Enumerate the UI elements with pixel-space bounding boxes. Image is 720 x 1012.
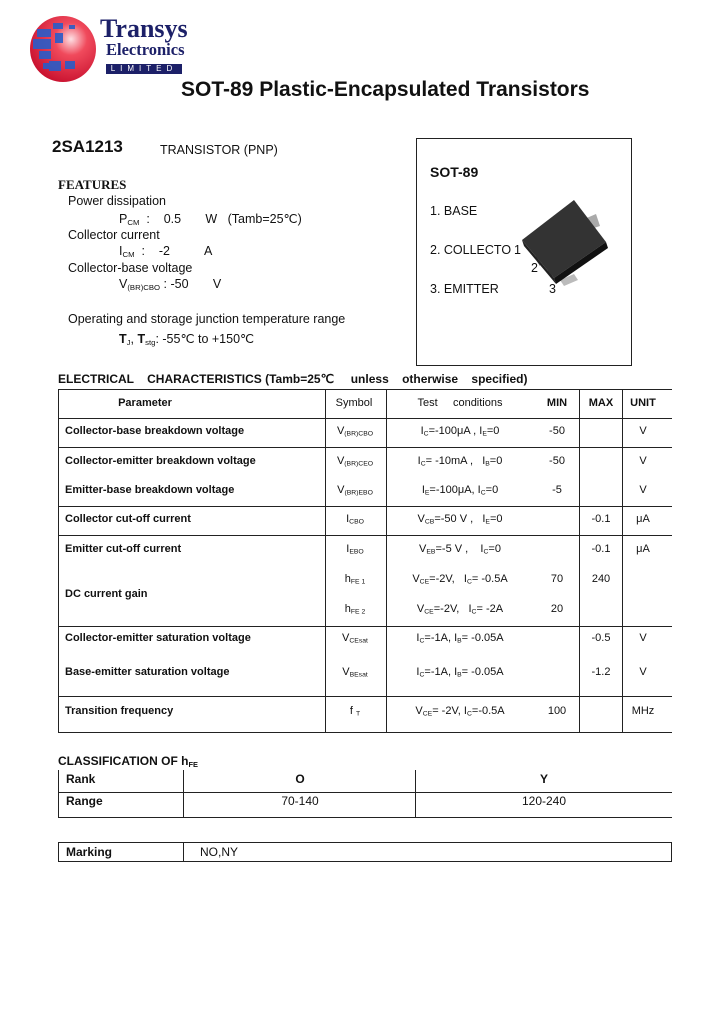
subscript: EBO [349,548,364,556]
row-parameter: Emitter-base breakdown voltage [65,484,235,496]
row-test-condition [416,666,503,679]
row-max: -0.1 [591,543,611,555]
subscript: C [466,578,472,586]
row-max: 240 [591,573,611,585]
pin-number-3: 3 [549,282,556,296]
header-min: MIN [546,397,568,409]
voltage-value [119,277,221,292]
text-segment: V [342,666,350,678]
subscript: E [482,430,487,438]
header-max: MAX [588,397,614,409]
marking-label: Marking [66,845,113,859]
voltage-label: Collector-base voltage [68,261,193,275]
row-test-condition [416,632,503,645]
text-segment: , [130,332,138,346]
text-segment: I [416,666,420,678]
text-segment: = -0.05A [461,666,504,678]
row-parameter: Collector-base breakdown voltage [65,425,245,437]
subscript: C [419,671,425,679]
row-unit: V [639,666,647,678]
text-segment: V [412,573,420,585]
row-parameter: DC current gain [65,588,148,600]
text-segment: =-0.5A [471,705,505,717]
text-segment: V [337,484,345,496]
header-symbol: Symbol [335,397,373,409]
text-segment: T [137,332,146,346]
row-symbol [345,603,366,616]
text-segment: T [119,332,127,346]
subscript: C [483,548,489,556]
subscript: CE [424,608,434,616]
subscript: (BR)EBO [344,489,373,497]
text-segment: V [336,425,345,437]
row-test-condition [421,425,500,438]
text-segment: =-2V, I [429,573,467,585]
row-symbol [345,573,366,586]
marking-value: NO,NY [200,845,239,859]
row-test-condition [417,603,503,616]
subscript: BEsat [349,671,368,679]
text-segment: : -50 V [160,277,222,291]
subscript: CE [422,710,433,718]
classification-heading [58,754,198,769]
pin-1: 1. BASE [430,204,478,218]
text-segment: I [420,425,424,437]
part-type: TRANSISTOR (PNP) [160,143,278,157]
row-symbol [346,513,364,526]
text-segment: : 0.5 W (Tamb=25℃) [139,212,302,226]
row-unit: μA [636,513,650,525]
current-value [119,244,212,259]
row-parameter: Collector-emitter breakdown voltage [65,455,256,467]
text-segment: CLASSIFICATION OF h [58,754,189,768]
row-parameter: Base-emitter saturation voltage [65,666,230,678]
row-min: -50 [549,455,565,467]
header-unit: UNIT [630,397,656,409]
part-number: 2SA1213 [52,137,123,156]
subscript: E [485,518,490,526]
text-segment: I [416,632,420,644]
power-value [119,211,302,227]
subscript: CEsat [349,637,368,645]
text-segment: V [417,513,425,525]
elec-heading: ELECTRICAL CHARACTERISTICS (Tamb=25℃ unless otherwise specified) [58,372,528,386]
subscript: FE [188,759,198,769]
subscript: CE [419,578,430,586]
subscript: C [480,489,486,497]
row-symbol [337,484,373,497]
subscript: (BR)CBO [127,282,161,292]
row-min: -50 [549,425,565,437]
row-symbol [337,455,373,468]
row-test-condition [419,543,501,556]
range-y: 120-240 [521,794,567,808]
row-symbol [342,632,368,645]
row-unit: V [639,455,647,467]
subscript: J [126,337,131,347]
logo-tag: LIMITED [106,64,182,74]
row-min: -5 [552,484,562,496]
header-test-conditions: Test conditions [417,397,503,409]
text-segment: V [419,543,427,555]
subscript: C [423,430,429,438]
text-segment: = -2V, I [432,705,467,717]
text-segment: =0 [488,543,501,555]
text-segment: V [119,277,128,291]
row-test-condition [415,705,504,718]
text-segment: I [421,484,425,496]
range-o: 70-140 [281,794,319,808]
rank-label: Rank [66,772,96,786]
text-segment: =0 [489,455,503,467]
row-parameter: Collector-emitter saturation voltage [65,632,251,644]
range-label: Range [66,794,103,808]
text-segment: =-100μA, I [429,484,481,496]
marking-table [58,842,672,862]
text-segment: h [344,573,351,585]
subscript: B [485,460,490,468]
row-unit: V [639,484,647,496]
row-symbol [337,425,373,438]
row-unit: V [639,632,647,644]
text-segment: V [342,632,350,644]
text-segment: f [349,705,356,717]
text-segment: I [119,244,123,258]
subscript: stg [145,337,156,347]
subscript: CM [122,249,135,259]
row-max: -1.2 [591,666,611,678]
subscript: CBO [349,518,364,526]
row-unit: V [639,425,647,437]
subscript: CB [424,518,435,526]
subscript: C [466,710,472,718]
text-segment: =-50 V , I [434,513,486,525]
row-unit: μA [636,543,650,555]
current-label: Collector current [68,228,160,242]
row-unit: MHz [631,705,655,717]
row-min: 100 [547,705,567,717]
subscript: (BR)CBO [344,430,374,438]
row-min: 20 [550,603,564,615]
subscript: FE 2 [350,608,366,616]
text-segment: =0 [489,513,503,525]
text-segment: =-1A, I [424,632,458,644]
row-test-condition [412,573,507,586]
pin-2: 2. COLLECTO [430,243,512,257]
text-segment: h [344,603,351,615]
text-segment: = -10mA , I [425,455,486,467]
text-segment: =0 [485,484,499,496]
temp-label: Operating and storage junction temperature range [68,312,346,326]
row-parameter: Emitter cut-off current [65,543,182,555]
text-segment: = -2A [476,603,504,615]
text-segment: I [346,513,350,525]
text-segment: : -55℃ to +150℃ [155,332,255,346]
row-symbol [342,666,368,679]
text-segment: V [415,705,423,717]
subscript: B [457,671,462,679]
text-segment: V [416,603,425,615]
logo-name: Transys [100,14,188,43]
text-segment: I [417,455,421,467]
rank-y: Y [539,772,549,786]
globe-logo-icon [29,15,97,83]
text-segment: P [119,212,128,226]
subscript: T [355,710,361,718]
rank-o: O [295,772,305,786]
row-test-condition [418,455,503,468]
text-segment: I [346,543,350,555]
subscript: (BR)CEO [344,460,374,468]
temp-value [119,331,254,347]
text-segment: =-2V, I [433,603,472,615]
subscript: B [457,637,462,645]
pin-number-2: 2 [531,261,538,275]
pin-3: 3. EMITTER [430,282,499,296]
subscript: EB [426,548,436,556]
text-segment: V [336,455,345,467]
row-max: -0.5 [591,632,611,644]
text-segment: =-1A, I [424,666,458,678]
subscript: C [419,637,425,645]
text-segment: : -2 A [134,244,213,258]
text-segment: = -0.5A [471,573,508,585]
subscript: E [424,489,430,497]
row-parameter: Collector cut-off current [65,513,191,525]
row-symbol [346,543,363,556]
page-title: SOT-89 Plastic-Encapsulated Transistors [181,78,590,101]
subscript: FE 1 [350,578,366,586]
text-segment: = -0.05A [461,632,504,644]
text-segment: =-5 V , I [435,543,484,555]
subscript: CM [127,217,140,227]
logo-subtitle: Electronics [106,40,185,59]
subscript: C [420,460,426,468]
text-segment: =0 [486,425,500,437]
row-parameter: Transition frequency [65,705,174,717]
subscript: C [471,608,477,616]
power-label: Power dissipation [68,194,166,208]
pin-number-1: 1 [514,243,521,257]
row-test-condition [422,484,498,497]
row-symbol [350,705,360,718]
row-max: -0.1 [591,513,611,525]
header-parameter: Parameter [118,397,172,409]
row-min: 70 [550,573,564,585]
features-heading: FEATURES [58,177,127,192]
row-test-condition [418,513,503,526]
package-name: SOT-89 [430,164,479,180]
text-segment: =-100μA , I [428,425,483,437]
